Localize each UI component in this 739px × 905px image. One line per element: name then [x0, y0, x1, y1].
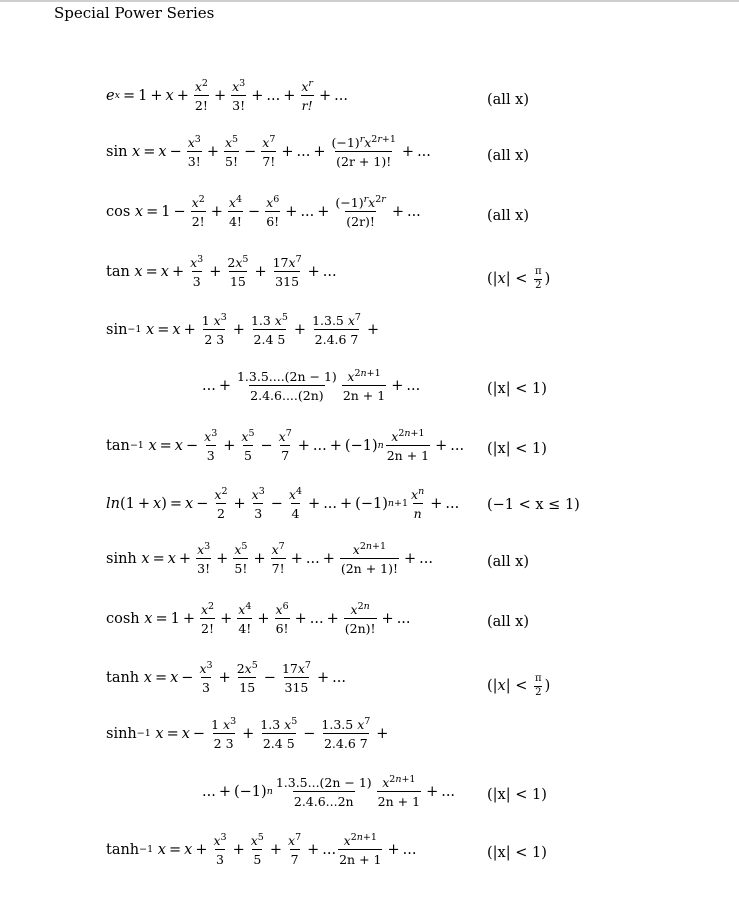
series-arcsinh-continued: ... + (−1)n $\frac{1.3.5...(2n - 1)}{2.4.6...2n}$ $\frac{x^{2n+1}}{2n + 1}$ + ...	[202, 773, 456, 810]
series-tanh: tanh x = x − $\frac{x^3}{3}$ + $\frac{2x^5}{15}$ − $\frac{17x^7}{315}$ + ...	[106, 659, 346, 696]
condition-exp: (all x)	[487, 92, 530, 108]
series-arcsinh: sinh−1 x = x − $\frac{1 x^3}{2 3}$ + $\frac{1.3 x^5}{2.4 5}$ − $\frac{1.3.5 x^7}{2.4.6 7}$ +	[106, 715, 389, 752]
condition-tanh: (|x| < $\frac{\pi}{2}$ )	[487, 673, 551, 698]
series-exp: ex = 1 + x + $\frac{x^2}{2!}$ + $\frac{x^3}{3!}$ + ... + $\frac{x^r}{r!}$ + ...	[106, 77, 348, 114]
series-arctan: tan−1 x = x − $\frac{x^3}{3}$ + $\frac{x^5}{5}$ − $\frac{x^7}{7}$ + ... + (−1)n $\frac{x^{2n+1}}{2n + 1}$ + ...	[106, 427, 465, 464]
series-cos: cos x = 1 − $\frac{x^2}{2!}$ + $\frac{x^4}{4!}$ − $\frac{x^6}{6!}$ + ... + $\frac{(-1)^rx^{2r}}{(2r)!}$ + ...	[106, 193, 421, 230]
series-sin: sin x = x − $\frac{x^3}{3!}$ + $\frac{x^5}{5!}$ − $\frac{x^7}{7!}$ + ... + $\frac{(-1)^rx^{2r+1}}{(2r + 1)!}$ + ...	[106, 133, 431, 170]
condition-arcsin: (|x| < 1)	[487, 381, 547, 397]
series-arcsin: sin−1 x = x + $\frac{1 x^3}{2 3}$ + $\frac{1.3 x^5}{2.4 5}$ + $\frac{1.3.5 x^7}{2.4.6 7}$ +	[106, 311, 380, 348]
condition-arctan: (|x| < 1)	[487, 441, 547, 457]
condition-sinh: (all x)	[487, 554, 530, 570]
condition-tan: (|x| < $\frac{\pi}{2}$ )	[487, 266, 551, 291]
top-rule	[0, 0, 739, 2]
condition-arctanh: (|x| < 1)	[487, 845, 547, 861]
condition-cosh: (all x)	[487, 614, 530, 630]
series-tan: tan x = x + $\frac{x^3}{3}$ + $\frac{2x^5}{15}$ + $\frac{17x^7}{315}$ + ...	[106, 253, 337, 290]
series-arctanh: tanh−1 x = x + $\frac{x^3}{3}$ + $\frac{x^5}{5}$ + $\frac{x^7}{7}$ + ... $\frac{x^{2n+1}}{2n + 1}$ + ...	[106, 831, 417, 868]
condition-arcsinh: (|x| < 1)	[487, 787, 547, 803]
series-sinh: sinh x = x + $\frac{x^3}{3!}$ + $\frac{x^5}{5!}$ + $\frac{x^7}{7!}$ + ... + $\frac{x^{2n+1}}{(2n + 1)!}$ + ...	[106, 540, 433, 577]
series-ln: ln(1 + x) = x − $\frac{x^2}{2}$ + $\frac{x^3}{3}$ − $\frac{x^4}{4}$ + ... + (−1)n+1 $\frac{x^n}{n}$ + ...	[106, 485, 460, 522]
series-cosh: cosh x = 1 + $\frac{x^2}{2!}$ + $\frac{x^4}{4!}$ + $\frac{x^6}{6!}$ + ... + $\frac{x^{2n}}{(2n)!}$ + ...	[106, 600, 411, 637]
condition-sin: (all x)	[487, 148, 530, 164]
condition-cos: (all x)	[487, 208, 530, 224]
series-arcsin-continued: ... + $\frac{1.3.5....(2n - 1)}{2.4.6....(2n)}$ $\frac{x^{2n+1}}{2n + 1}$ + ...	[202, 367, 421, 404]
page-title: Special Power Series	[54, 4, 215, 22]
condition-ln: (−1 < x ≤ 1)	[487, 497, 580, 513]
